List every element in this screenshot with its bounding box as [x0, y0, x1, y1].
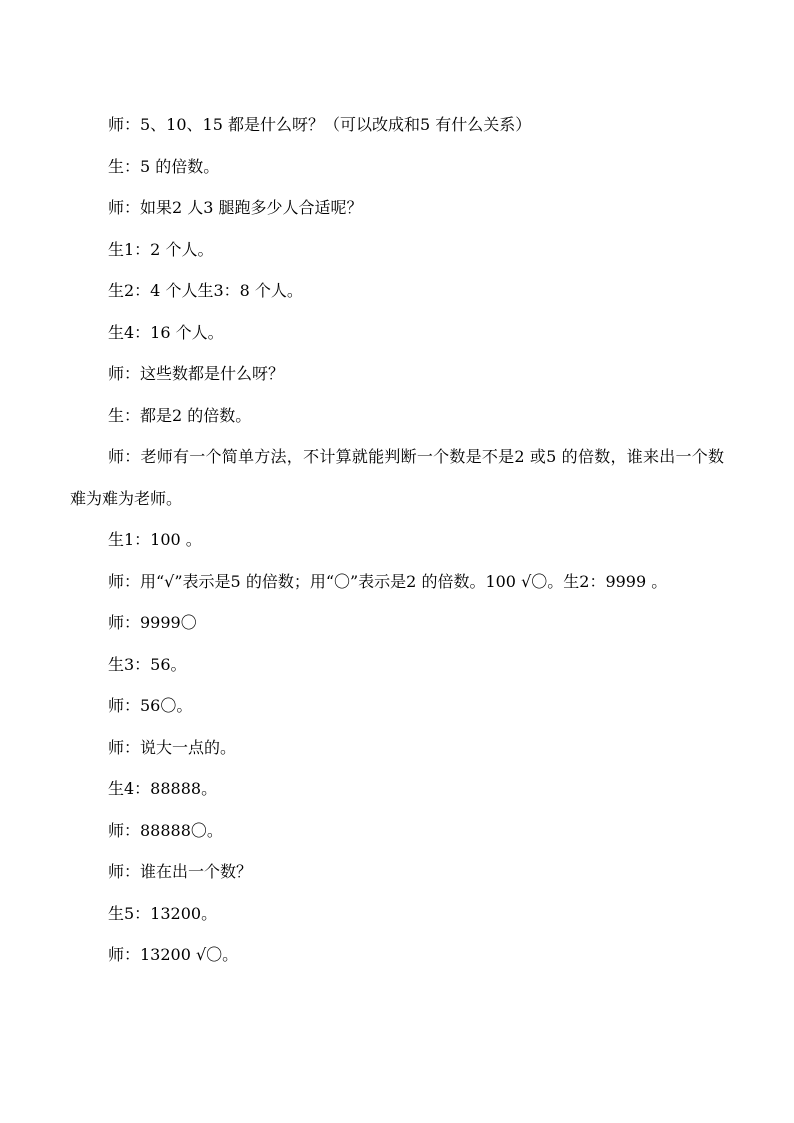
dialogue-line: 生2：4 个人生3：8 个人。	[108, 281, 303, 300]
dialogue-line: 生：5 的倍数。	[108, 156, 220, 176]
dialogue-line: 师：这些数都是什么呀？	[108, 364, 285, 383]
dialogue-line: 师：谁在出一个数？	[108, 862, 253, 881]
dialogue-line: 生4：88888。	[108, 779, 218, 798]
dialogue-line: 师：9999〇	[108, 613, 197, 632]
dialogue-line: 师：5、10、15 都是什么呀？（可以改成和5 有什么关系）	[108, 115, 532, 134]
dialogue-line: 生4：16 个人。	[108, 322, 224, 342]
dialogue-line: 师：88888〇。	[108, 820, 223, 840]
dialogue-line: 生1：100 。	[108, 530, 202, 549]
dialogue-line: 师：老师有一个简单方法，不计算就能判断一个数是不是2 或5 的倍数，谁来出一个数难为难为老师。	[70, 447, 724, 508]
dialogue-line: 生3：56。	[108, 654, 187, 674]
dialogue-line: 师：如果2 人3 腿跑多少人合适呢？	[108, 198, 363, 217]
dialogue-line: 生1：2 个人。	[108, 239, 214, 259]
dialogue-line: 师：说大一点的。	[108, 737, 237, 757]
dialogue-line: 生5：13200。	[108, 903, 218, 923]
dialogue-line: 生：都是2 的倍数。	[108, 405, 252, 425]
dialogue-line: 师：用“√”表示是5 的倍数；用“〇”表示是2 的倍数。100 √〇。生2：9999 。	[108, 571, 668, 591]
dialogue-line: 师：56〇。	[108, 696, 193, 715]
dialogue-line: 师：13200 √〇。	[108, 945, 239, 964]
